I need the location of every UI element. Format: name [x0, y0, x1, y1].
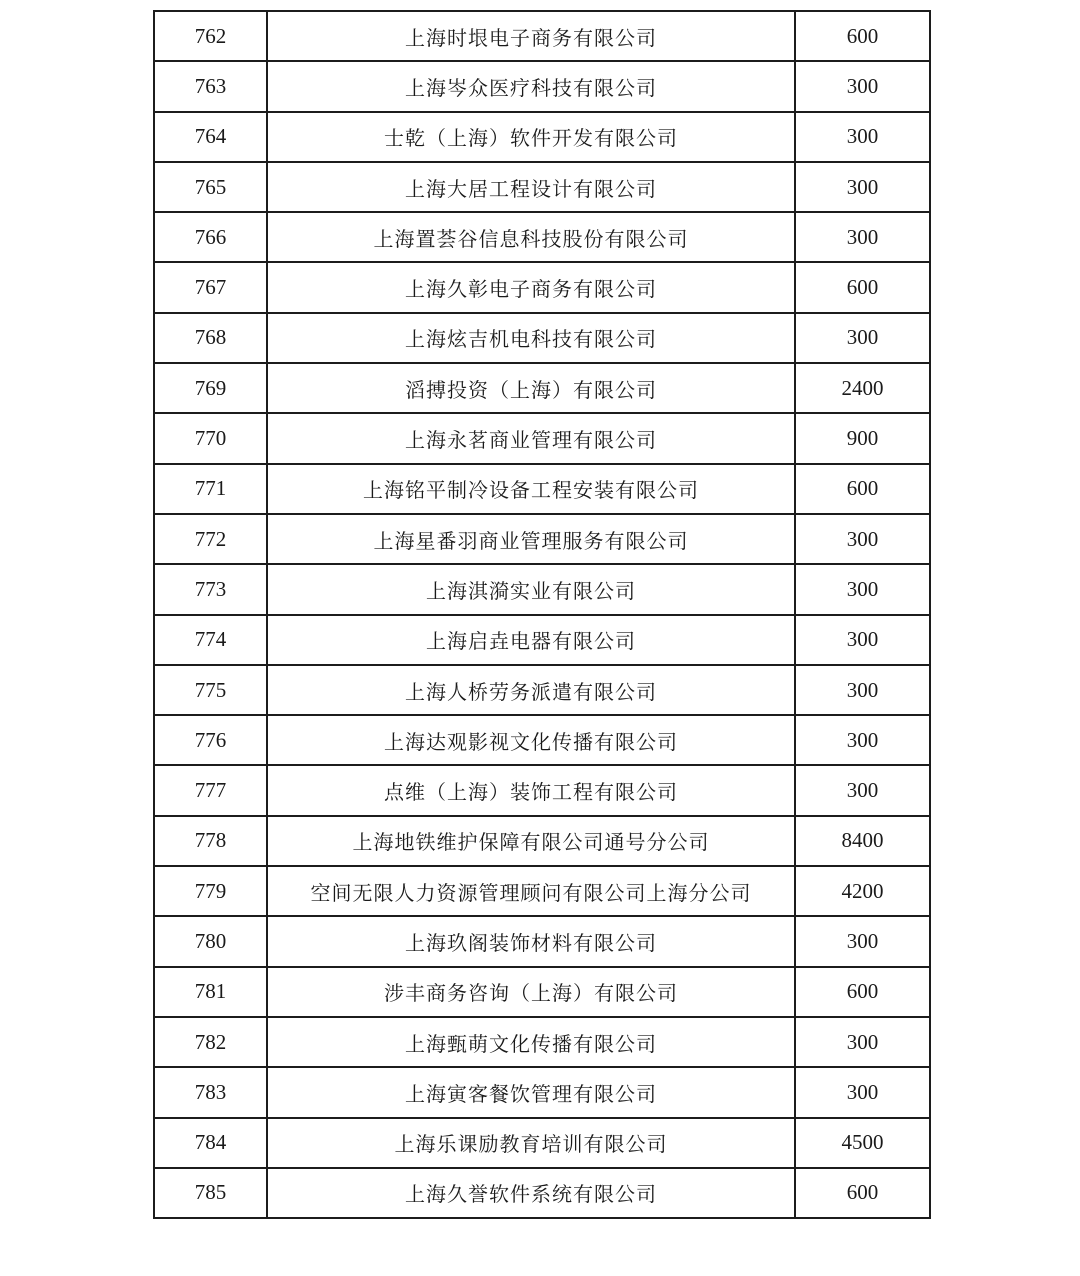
row-number: 764	[154, 112, 267, 162]
row-number: 762	[154, 11, 267, 61]
table-row	[154, 665, 930, 715]
row-number: 776	[154, 715, 267, 765]
row-number: 781	[154, 967, 267, 1017]
amount: 600	[795, 11, 930, 61]
row-number: 767	[154, 262, 267, 312]
table-row	[154, 464, 930, 514]
company-name: 上海永茗商业管理有限公司	[267, 413, 795, 463]
amount: 600	[795, 464, 930, 514]
company-name: 上海炫吉机电科技有限公司	[267, 313, 795, 363]
company-name: 滔搏投资（上海）有限公司	[267, 363, 795, 413]
amount: 2400	[795, 363, 930, 413]
company-table-body	[154, 11, 930, 1218]
amount: 300	[795, 61, 930, 111]
row-number: 783	[154, 1067, 267, 1117]
table-row	[154, 1168, 930, 1218]
amount: 900	[795, 413, 930, 463]
company-name: 上海岑众医疗科技有限公司	[267, 61, 795, 111]
amount: 600	[795, 262, 930, 312]
table-row	[154, 866, 930, 916]
row-number: 780	[154, 916, 267, 966]
table-row	[154, 765, 930, 815]
amount: 300	[795, 212, 930, 262]
company-name: 上海启垚电器有限公司	[267, 615, 795, 665]
amount: 8400	[795, 816, 930, 866]
company-name: 上海铭平制冷设备工程安装有限公司	[267, 464, 795, 514]
row-number: 782	[154, 1017, 267, 1067]
company-name: 上海达观影视文化传播有限公司	[267, 715, 795, 765]
row-number: 779	[154, 866, 267, 916]
row-number: 771	[154, 464, 267, 514]
company-name: 上海时垠电子商务有限公司	[267, 11, 795, 61]
company-name: 上海置荟谷信息科技股份有限公司	[267, 212, 795, 262]
row-number: 763	[154, 61, 267, 111]
company-name: 士乾（上海）软件开发有限公司	[267, 112, 795, 162]
row-number: 775	[154, 665, 267, 715]
amount: 300	[795, 765, 930, 815]
company-name: 上海地铁维护保障有限公司通号分公司	[267, 816, 795, 866]
row-number: 774	[154, 615, 267, 665]
row-number: 765	[154, 162, 267, 212]
table-row	[154, 1017, 930, 1067]
amount: 600	[795, 967, 930, 1017]
amount: 300	[795, 1067, 930, 1117]
row-number: 770	[154, 413, 267, 463]
row-number: 772	[154, 514, 267, 564]
row-number: 785	[154, 1168, 267, 1218]
row-number: 778	[154, 816, 267, 866]
company-name: 空间无限人力资源管理顾问有限公司上海分公司	[267, 866, 795, 916]
row-number: 773	[154, 564, 267, 614]
row-number: 777	[154, 765, 267, 815]
table-row	[154, 514, 930, 564]
company-name: 上海久彰电子商务有限公司	[267, 262, 795, 312]
amount: 300	[795, 564, 930, 614]
table-row	[154, 363, 930, 413]
company-name: 上海乐课励教育培训有限公司	[267, 1118, 795, 1168]
company-name: 上海寅客餐饮管理有限公司	[267, 1067, 795, 1117]
table-row	[154, 61, 930, 111]
table-row	[154, 1067, 930, 1117]
row-number: 769	[154, 363, 267, 413]
company-name: 涉丰商务咨询（上海）有限公司	[267, 967, 795, 1017]
company-name: 上海淇漪实业有限公司	[267, 564, 795, 614]
company-name: 上海久誉软件系统有限公司	[267, 1168, 795, 1218]
table-row	[154, 967, 930, 1017]
table-row	[154, 715, 930, 765]
row-number: 768	[154, 313, 267, 363]
table-row	[154, 162, 930, 212]
amount: 300	[795, 313, 930, 363]
table-row	[154, 413, 930, 463]
table-row	[154, 212, 930, 262]
table-row	[154, 615, 930, 665]
company-name: 上海人桥劳务派遣有限公司	[267, 665, 795, 715]
company-name: 上海星番羽商业管理服务有限公司	[267, 514, 795, 564]
amount: 4500	[795, 1118, 930, 1168]
table-row	[154, 262, 930, 312]
table-row	[154, 1118, 930, 1168]
amount: 600	[795, 1168, 930, 1218]
table-row	[154, 564, 930, 614]
company-name: 上海大居工程设计有限公司	[267, 162, 795, 212]
amount: 300	[795, 1017, 930, 1067]
table-row	[154, 11, 930, 61]
company-name: 上海甄萌文化传播有限公司	[267, 1017, 795, 1067]
amount: 300	[795, 615, 930, 665]
table-row	[154, 816, 930, 866]
amount: 300	[795, 715, 930, 765]
amount: 300	[795, 665, 930, 715]
company-name: 点维（上海）装饰工程有限公司	[267, 765, 795, 815]
company-table	[153, 10, 931, 1219]
amount: 4200	[795, 866, 930, 916]
table-row	[154, 313, 930, 363]
amount: 300	[795, 162, 930, 212]
table-row	[154, 916, 930, 966]
amount: 300	[795, 916, 930, 966]
company-name: 上海玖阁装饰材料有限公司	[267, 916, 795, 966]
table-row	[154, 112, 930, 162]
amount: 300	[795, 514, 930, 564]
amount: 300	[795, 112, 930, 162]
row-number: 784	[154, 1118, 267, 1168]
row-number: 766	[154, 212, 267, 262]
